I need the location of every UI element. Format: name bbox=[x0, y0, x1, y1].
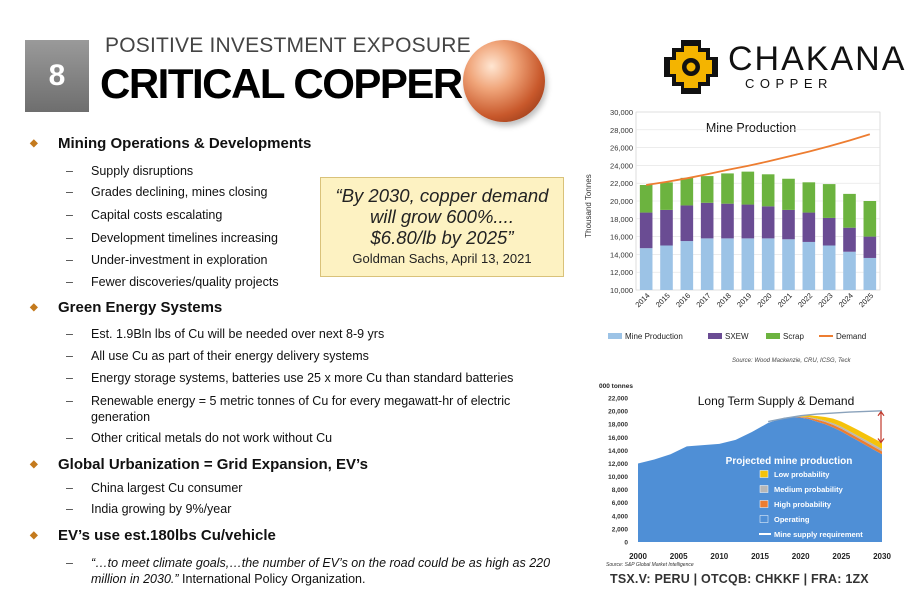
list-item-text: Energy storage systems, batteries use 25 x more Cu than standard batteries bbox=[91, 371, 514, 385]
legend-swatch bbox=[760, 486, 768, 493]
bar-scrap bbox=[762, 174, 775, 206]
list-item: – Fewer discoveries/quality projects bbox=[66, 275, 279, 289]
section-title: Green Energy Systems bbox=[58, 299, 223, 316]
bar-mine-production bbox=[640, 248, 653, 290]
x-tick-label: 2015 bbox=[653, 291, 672, 310]
y-tick-label: 10,000 bbox=[610, 286, 633, 295]
x-tick-label: 2017 bbox=[694, 291, 713, 310]
x-tick-label: 2030 bbox=[873, 552, 891, 561]
chart-title: Mine Production bbox=[705, 121, 797, 135]
bar-sxew bbox=[864, 237, 877, 258]
bar-mine-production bbox=[843, 252, 856, 290]
bar-sxew bbox=[762, 206, 775, 238]
y-axis-label: Thousand Tonnes bbox=[584, 174, 593, 238]
quote-line: $6.80/lb by 2025” bbox=[370, 227, 514, 248]
projection-annotation: Projected mine production bbox=[725, 456, 853, 467]
y-tick-label: 22,000 bbox=[608, 395, 628, 403]
x-tick-label: 2000 bbox=[629, 552, 647, 561]
x-tick-label: 2022 bbox=[796, 291, 815, 310]
x-tick-label: 2018 bbox=[714, 291, 733, 310]
y-axis-label: 000 tonnes bbox=[599, 383, 633, 390]
list-item: – Energy storage systems, batteries use 25 x more Cu than standard batteries bbox=[66, 371, 514, 385]
bar-sxew bbox=[843, 228, 856, 252]
y-tick-label: 20,000 bbox=[608, 408, 628, 416]
bar-mine-production bbox=[864, 258, 877, 290]
bar-sxew bbox=[823, 218, 836, 246]
y-tick-label: 6,000 bbox=[611, 500, 628, 508]
list-item: – Renewable energy = 5 metric tonnes of Cu for every megawatt-hr of electric generation bbox=[66, 393, 536, 425]
legend-label: Low probability bbox=[774, 470, 830, 479]
bar-mine-production bbox=[701, 238, 714, 290]
list-item-text: China largest Cu consumer bbox=[91, 481, 243, 495]
y-tick-label: 14,000 bbox=[610, 250, 633, 260]
y-tick-label: 10,000 bbox=[608, 474, 628, 482]
legend-swatch bbox=[760, 501, 768, 508]
list-item-text: Est. 1.9Bln lbs of Cu will be needed over next 8-9 yrs bbox=[91, 327, 385, 341]
chakana-cross-logo-icon bbox=[662, 38, 720, 96]
list-item: – All use Cu as part of their energy delivery systems bbox=[66, 349, 369, 363]
x-tick-label: 2016 bbox=[674, 291, 693, 310]
list-item: – Other critical metals do not work without Cu bbox=[66, 431, 333, 445]
supply-demand-chart bbox=[596, 378, 896, 570]
list-item-text: Development timelines increasing bbox=[91, 231, 278, 245]
bar-mine-production bbox=[823, 246, 836, 291]
chart-source: Source: S&P Global Market Intelligence bbox=[606, 562, 694, 568]
bar-sxew bbox=[782, 210, 795, 239]
list-item: – Grades declining, mines closing bbox=[66, 185, 268, 199]
x-tick-label: 2020 bbox=[755, 291, 774, 310]
bar-scrap bbox=[660, 182, 673, 210]
x-tick-label: 2014 bbox=[633, 291, 652, 310]
bar-scrap bbox=[864, 201, 877, 237]
x-tick-label: 2019 bbox=[735, 291, 754, 310]
legend-swatch bbox=[608, 333, 622, 339]
bullet-diamond-icon: ◆ bbox=[30, 459, 38, 470]
bar-sxew bbox=[640, 213, 653, 249]
bar-mine-production bbox=[782, 239, 795, 290]
y-tick-label: 28,000 bbox=[610, 125, 633, 135]
list-item: – Capital costs escalating bbox=[66, 208, 223, 222]
slide-title: CRITICAL COPPER bbox=[100, 60, 462, 107]
bar-scrap bbox=[701, 176, 714, 203]
x-tick-label: 2020 bbox=[791, 552, 810, 561]
legend-label: High probability bbox=[774, 500, 832, 509]
list-item-text: Fewer discoveries/quality projects bbox=[91, 275, 279, 289]
legend-label: Demand bbox=[836, 332, 867, 341]
y-tick-label: 14,000 bbox=[608, 447, 628, 455]
y-tick-label: 18,000 bbox=[608, 421, 628, 429]
bullet-diamond-icon: ◆ bbox=[30, 530, 38, 541]
legend-swatch bbox=[766, 333, 780, 339]
legend-label: SXEW bbox=[725, 332, 749, 341]
quote-line: will grow 600%.... bbox=[370, 206, 514, 227]
list-item: – “…to meet climate goals,…the number of EV’s on the road could be as high as 220 million in 2030.” International Policy Organization. bbox=[66, 556, 551, 586]
legend-label: Medium probability bbox=[774, 485, 843, 494]
ev-quote-source: International Policy Organization. bbox=[178, 572, 366, 586]
bar-mine-production bbox=[803, 242, 816, 290]
y-tick-label: 4,000 bbox=[611, 513, 628, 521]
quote-line: “By 2030, copper demand bbox=[335, 185, 549, 206]
y-tick-label: 26,000 bbox=[610, 143, 633, 153]
brand-name: CHAKANA bbox=[728, 40, 907, 78]
quote-source: Goldman Sachs, April 13, 2021 bbox=[352, 251, 532, 266]
bar-scrap bbox=[742, 172, 755, 205]
section-green-energy bbox=[30, 299, 222, 316]
list-item-text: India growing by 9%/year bbox=[91, 502, 232, 516]
list-item-text: Under-investment in exploration bbox=[91, 253, 268, 267]
y-tick-label: 8,000 bbox=[611, 487, 628, 495]
bullet-diamond-icon: ◆ bbox=[30, 138, 38, 149]
y-tick-label: 30,000 bbox=[610, 108, 633, 117]
y-tick-label: 24,000 bbox=[610, 161, 633, 171]
ev-quote-text: “…to meet climate goals,…the number of EV’s on the road could be as high as 220 million in 2030.” bbox=[91, 556, 551, 586]
x-tick-label: 2025 bbox=[832, 552, 851, 561]
section-title: EV’s use est.180lbs Cu/vehicle bbox=[58, 527, 276, 544]
x-tick-label: 2015 bbox=[751, 552, 769, 561]
brand-subtitle: COPPER bbox=[745, 76, 833, 91]
y-tick-label: 0 bbox=[624, 539, 628, 547]
stock-ticker: TSX.V: PERU | OTCQB: CHKKF | FRA: 1ZX bbox=[610, 572, 869, 586]
legend-label: Mine Production bbox=[625, 332, 683, 341]
x-tick-label: 2021 bbox=[775, 291, 794, 310]
section-global-urbanization bbox=[30, 456, 368, 473]
y-tick-label: 20,000 bbox=[610, 197, 633, 206]
y-tick-label: 16,000 bbox=[610, 232, 633, 242]
x-tick-label: 2023 bbox=[816, 291, 835, 310]
bar-sxew bbox=[803, 213, 816, 242]
bar-sxew bbox=[701, 203, 714, 239]
list-item: – Est. 1.9Bln lbs of Cu will be needed over next 8-9 yrs bbox=[66, 327, 385, 341]
chart-title: Long Term Supply & Demand bbox=[697, 394, 855, 408]
list-item: – Under-investment in exploration bbox=[66, 253, 268, 267]
bar-scrap bbox=[843, 194, 856, 228]
x-tick-label: 2005 bbox=[669, 552, 688, 561]
bar-scrap bbox=[823, 184, 836, 218]
bar-mine-production bbox=[660, 246, 673, 291]
bar-scrap bbox=[681, 178, 694, 206]
legend-swatch bbox=[760, 471, 768, 478]
bar-scrap bbox=[640, 185, 653, 213]
y-tick-label: 22,000 bbox=[610, 179, 633, 189]
bar-scrap bbox=[782, 179, 795, 210]
legend-label: Operating bbox=[774, 515, 810, 524]
list-item-text: All use Cu as part of their energy delivery systems bbox=[91, 349, 369, 363]
bullet-diamond-icon: ◆ bbox=[30, 302, 38, 313]
list-item-text: Supply disruptions bbox=[91, 164, 194, 178]
x-tick-label: 2024 bbox=[836, 291, 855, 310]
list-item: – Development timelines increasing bbox=[66, 231, 278, 245]
section-ev-copper bbox=[30, 527, 276, 544]
y-tick-label: 16,000 bbox=[608, 434, 628, 442]
mine-production-chart bbox=[578, 100, 896, 370]
goldman-quote-box bbox=[320, 177, 564, 277]
bar-sxew bbox=[660, 210, 673, 246]
chart-source: Source: Wood Mackenzie, CRU, ICSG, Teck bbox=[732, 358, 851, 364]
list-item-text: Grades declining, mines closing bbox=[91, 185, 268, 199]
slide-number: 8 bbox=[25, 40, 89, 112]
bar-mine-production bbox=[742, 238, 755, 290]
y-tick-label: 12,000 bbox=[608, 460, 628, 468]
bar-scrap bbox=[721, 173, 734, 203]
list-item: – Supply disruptions bbox=[66, 164, 194, 178]
list-item: – India growing by 9%/year bbox=[66, 502, 232, 516]
bar-sxew bbox=[742, 205, 755, 239]
legend-label: Mine supply requirement bbox=[774, 530, 863, 539]
x-tick-label: 2010 bbox=[710, 552, 729, 561]
section-title: Global Urbanization = Grid Expansion, EV’s bbox=[58, 456, 368, 473]
list-item-text: Renewable energy = 5 metric tonnes of Cu for every megawatt-hr of electric generation bbox=[91, 394, 511, 424]
y-tick-label: 12,000 bbox=[610, 268, 633, 278]
bar-mine-production bbox=[681, 241, 694, 290]
bar-sxew bbox=[681, 205, 694, 241]
bar-scrap bbox=[803, 182, 816, 212]
legend-label: Scrap bbox=[783, 332, 804, 341]
bar-sxew bbox=[721, 204, 734, 239]
x-tick-label: 2025 bbox=[857, 291, 876, 310]
y-tick-label: 2,000 bbox=[611, 526, 628, 534]
section-mining-operations bbox=[30, 135, 311, 152]
list-item: – China largest Cu consumer bbox=[66, 481, 243, 495]
legend-swatch bbox=[708, 333, 722, 339]
y-tick-label: 18,000 bbox=[610, 214, 633, 224]
section-title: Mining Operations & Developments bbox=[58, 135, 312, 152]
bar-mine-production bbox=[762, 238, 775, 290]
copper-globe-icon bbox=[463, 40, 545, 122]
legend-swatch bbox=[760, 516, 768, 523]
list-item-text bbox=[91, 555, 551, 587]
list-item-text: Capital costs escalating bbox=[91, 208, 223, 222]
slide-subtitle: POSITIVE INVESTMENT EXPOSURE bbox=[105, 34, 471, 57]
bar-mine-production bbox=[721, 238, 734, 290]
list-item-text: Other critical metals do not work without Cu bbox=[91, 431, 333, 445]
